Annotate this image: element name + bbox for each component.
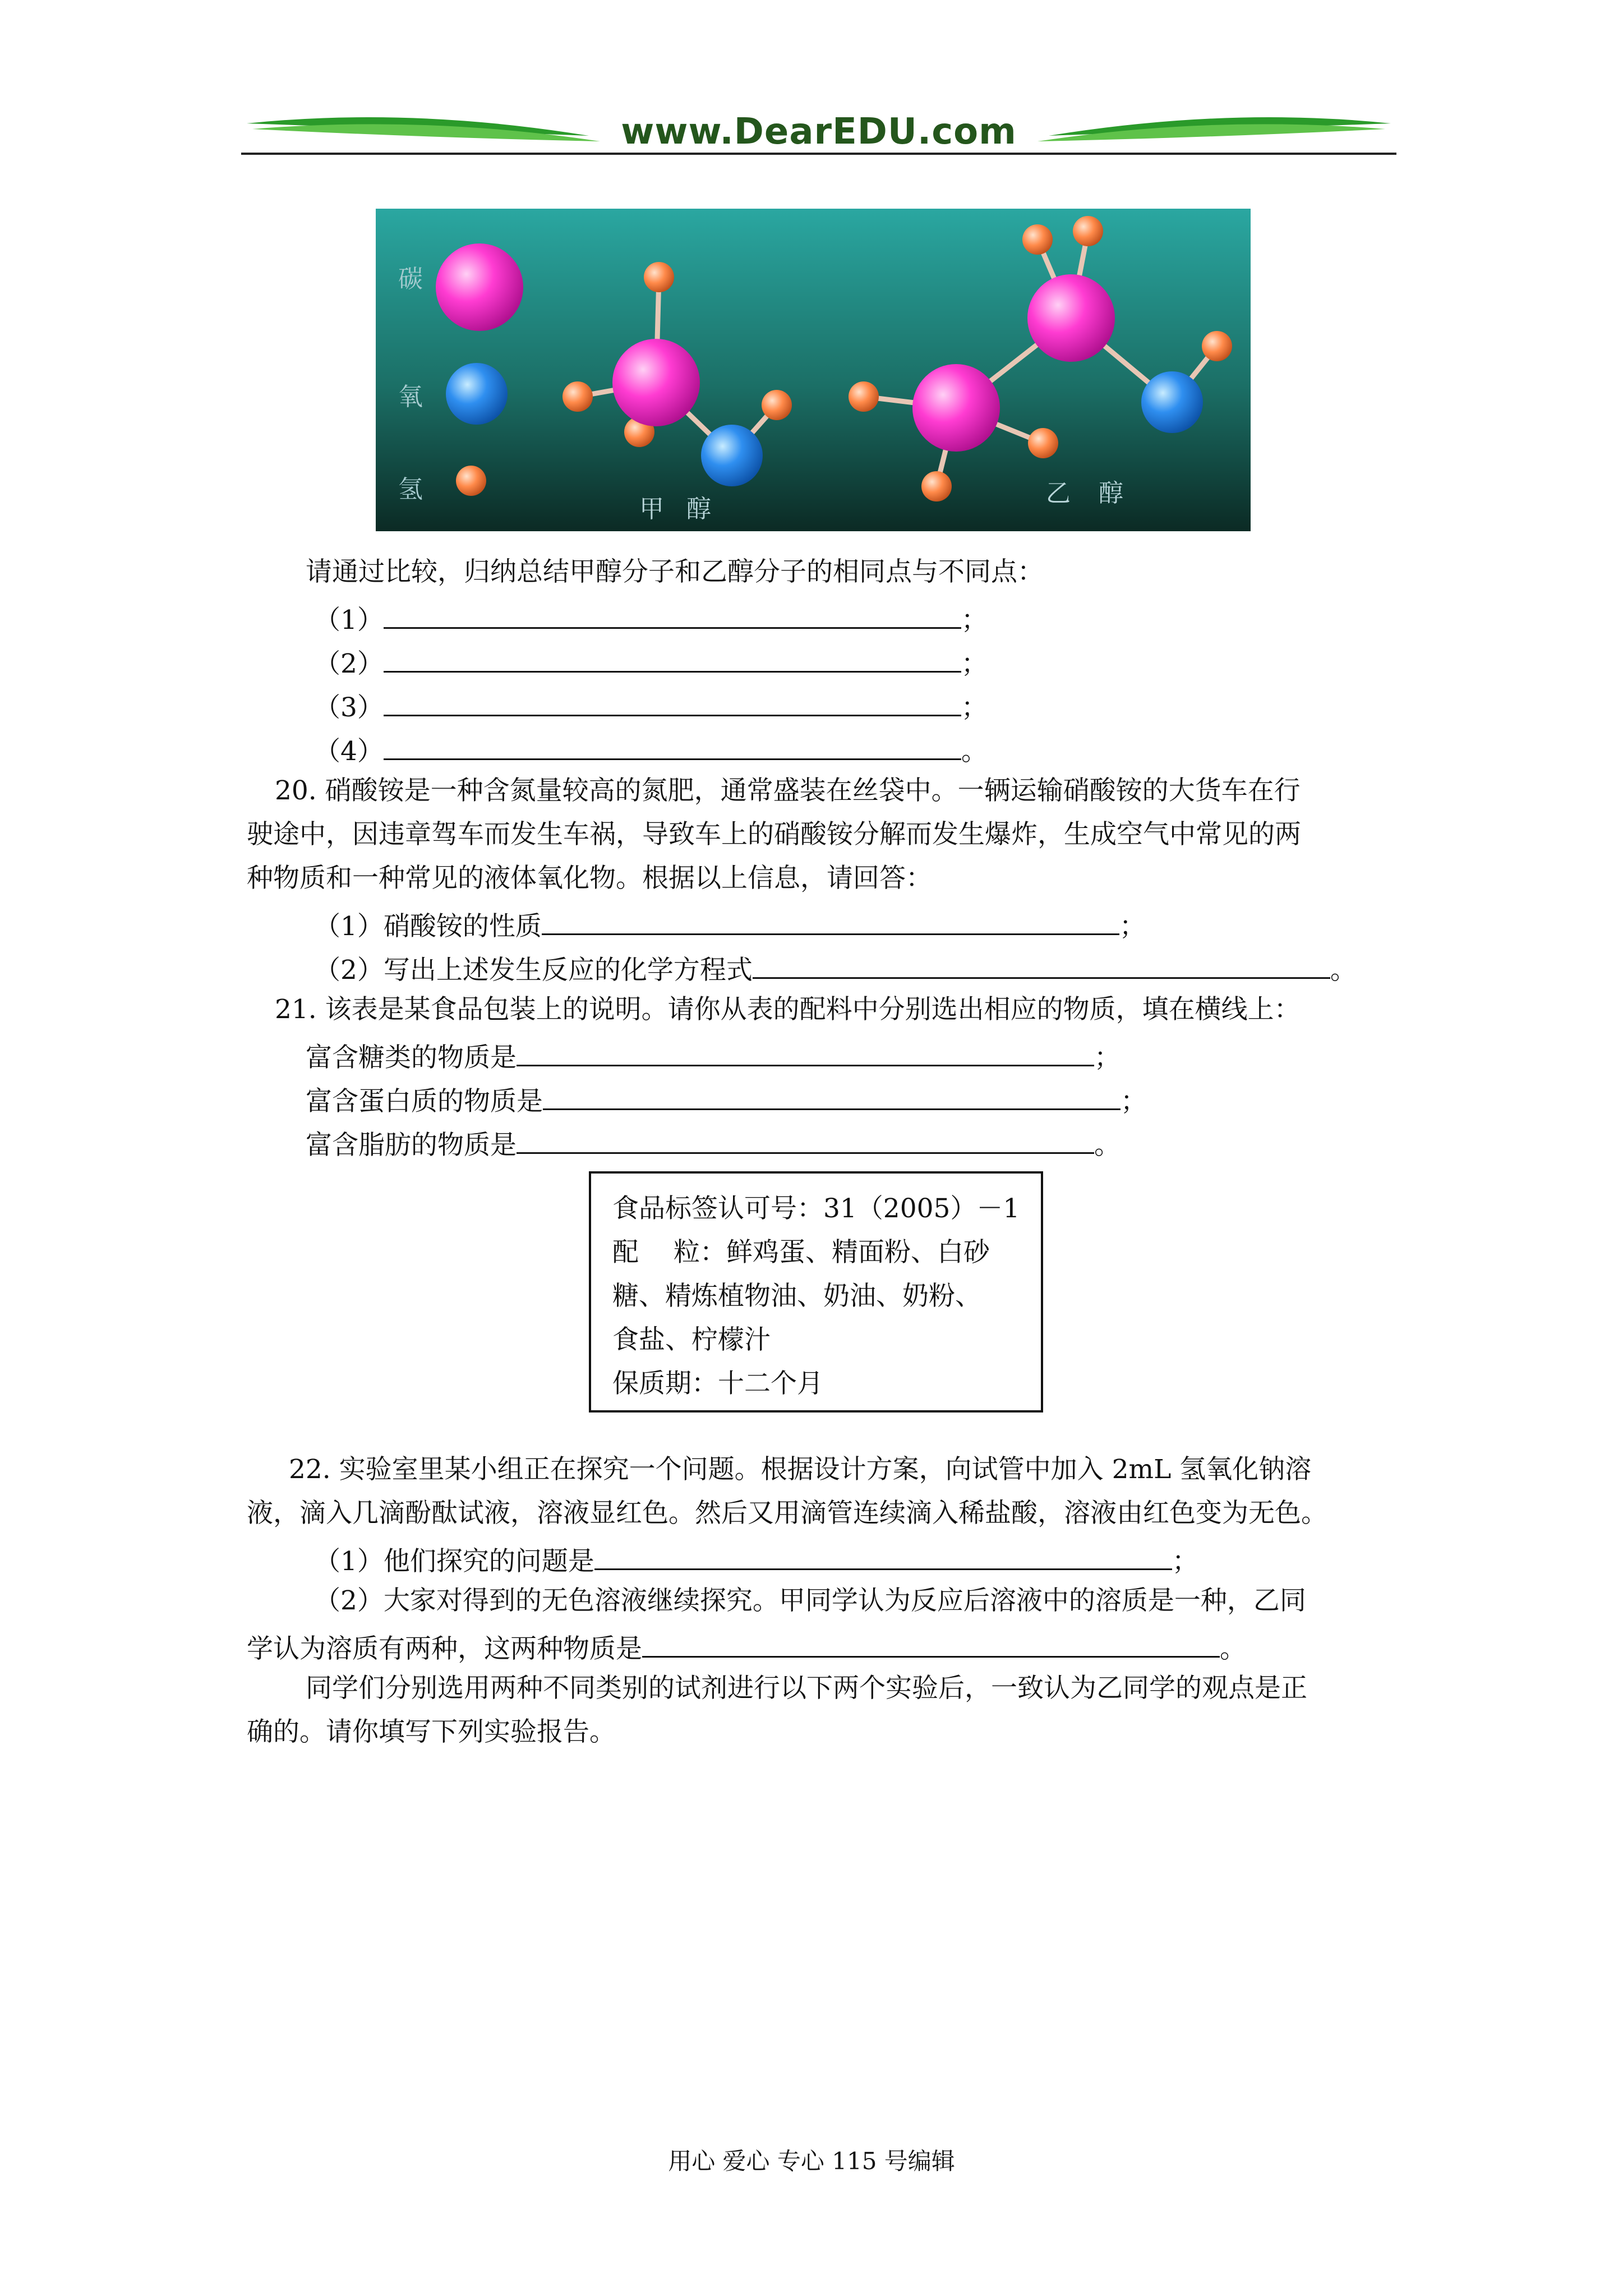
ethanol-hydrogen-atom [1022, 224, 1053, 255]
q21-sub-label: 富含脂肪的物质是 [306, 1130, 517, 1161]
q20-sub-end: 。 [1330, 955, 1357, 986]
q21-sub-1 [306, 1037, 1121, 1075]
header-rule [241, 153, 1396, 155]
q22-sub-label: （1）他们探究的问题是 [314, 1546, 594, 1577]
page-header [241, 107, 1396, 157]
q19-item-end: ； [961, 692, 988, 723]
legend-hydrogen-atom [456, 466, 486, 496]
q22-text-line: 22. 实验室里某小组正在探究一个问题。根据设计方案，向试管中加入 2mL 氢氧化钠溶 [289, 1454, 1312, 1485]
food-label-row: 糖、精炼植物油、奶油、奶粉、 [612, 1281, 981, 1312]
legend-carbon-label: 碳 [398, 265, 423, 293]
q20-sub-label: （2）写出上述发生反应的化学方程式 [314, 955, 753, 986]
q19-answer-blank[interactable] [384, 687, 961, 716]
q19-item-3 [314, 687, 988, 725]
q19-item-end: ； [961, 648, 988, 679]
q20-sub-2 [314, 949, 1357, 987]
q19-item-end: ； [961, 605, 988, 636]
food-label-row: 配 粒：鲜鸡蛋、精面粉、白砂 [612, 1237, 990, 1268]
methanol-ethanol-diagram [376, 209, 1251, 531]
q19-prompt: 请通过比较，归纳总结甲醇分子和乙醇分子的相同点与不同点： [306, 556, 1044, 587]
q22-tail-line: 同学们分别选用两种不同类别的试剂进行以下两个实验后，一致认为乙同学的观点是正 [306, 1673, 1307, 1704]
legend-carbon-atom [436, 243, 523, 331]
q20-text-line: 驶途中，因违章驾车而发生车祸，导致车上的硝酸铵分解而发生爆炸，生成空气中常见的两 [247, 819, 1301, 850]
q21-sub-end: 。 [1094, 1130, 1121, 1161]
legend-oxygen-atom [446, 363, 508, 425]
ethanol-hydrogen-atom [921, 471, 952, 501]
q20-answer-blank[interactable] [542, 905, 1119, 935]
q21-sub-3 [306, 1124, 1121, 1162]
q22-sub-2-end: 。 [1220, 1634, 1246, 1664]
page-footer: 用心 爱心 专心 115 号编辑 [668, 2147, 955, 2175]
q20-text-line: 种物质和一种常见的液体氧化物。根据以上信息，请回答： [247, 863, 932, 894]
q22-answer-blank[interactable] [594, 1540, 1172, 1570]
q20-sub-end: ； [1119, 911, 1146, 942]
q19-item-4 [314, 730, 988, 769]
q21-sub-end: ； [1121, 1086, 1147, 1117]
q21-answer-blank[interactable] [517, 1037, 1094, 1066]
q19-item-number: （3） [314, 692, 384, 723]
q19-item-number: （2） [314, 648, 384, 679]
legend-hydrogen-label: 氢 [398, 475, 423, 504]
q19-answer-blank[interactable] [384, 730, 961, 760]
q22-text-line: 液，滴入几滴酚酞试液，溶液显红色。然后又用滴管连续滴入稀盐酸，溶液由红色变为无色。 [247, 1498, 1327, 1529]
ethanol-carbon-atom [1027, 274, 1115, 362]
q21-sub-end: ； [1094, 1042, 1121, 1073]
q20-text-line: 20. 硝酸铵是一种含氮量较高的氮肥，通常盛装在丝袋中。一辆运输硝酸铵的大货车在行 [275, 775, 1301, 806]
q22-sub-1 [314, 1540, 1198, 1579]
q20-sub-label: （1）硝酸铵的性质 [314, 911, 542, 942]
q21-sub-label: 富含糖类的物质是 [306, 1042, 517, 1073]
q21-sub-label: 富含蛋白质的物质是 [306, 1086, 543, 1117]
molecule-figure [376, 209, 1251, 531]
ethanol-hydrogen-atom [849, 381, 879, 412]
ethanol-oxygen-atom [1141, 371, 1203, 433]
ethanol-carbon-atom [912, 364, 1000, 452]
ethanol-label: 乙醇 [1046, 479, 1151, 508]
ethanol-hydrogen-atom [1202, 331, 1232, 361]
legend-oxygen-label: 氧 [398, 383, 423, 411]
methanol-carbon-atom [612, 339, 700, 426]
methanol-hydrogen-atom [762, 390, 792, 420]
methanol-hydrogen-atom [644, 262, 674, 292]
q21-answer-blank[interactable] [517, 1124, 1094, 1154]
q19-item-number: （4） [314, 736, 384, 767]
methanol-label: 甲醇 [639, 495, 734, 523]
q22-sub-2-text: 学认为溶质有两种，这两种物质是 [247, 1634, 642, 1664]
q21-answer-blank[interactable] [543, 1080, 1121, 1110]
q22-sub-2-line-2 [247, 1628, 1246, 1666]
food-label-row: 食盐、柠檬汁 [612, 1324, 771, 1355]
q19-item-2 [314, 643, 988, 681]
q19-item-1 [314, 599, 988, 637]
q20-sub-1 [314, 905, 1146, 944]
food-label-row: 保质期：十二个月 [612, 1368, 823, 1399]
ethanol-hydrogen-atom [1028, 428, 1058, 458]
q20-answer-blank[interactable] [753, 949, 1330, 979]
q22-sub-2-line: （2）大家对得到的无色溶液继续探究。甲同学认为反应后溶液中的溶质是一种，乙同 [314, 1585, 1306, 1616]
q21-sub-2 [306, 1080, 1147, 1119]
q22-tail-line: 确的。请你填写下列实验报告。 [247, 1717, 616, 1747]
methanol-oxygen-atom [701, 425, 763, 486]
q19-answer-blank[interactable] [384, 643, 961, 673]
q19-item-end: 。 [961, 736, 988, 767]
site-logo[interactable]: www.DearEDU.com [621, 111, 1017, 153]
methanol-hydrogen-atom [562, 381, 593, 412]
q19-answer-blank[interactable] [384, 599, 961, 629]
q19-item-number: （1） [314, 605, 384, 636]
q22-answer-blank[interactable] [642, 1628, 1220, 1658]
ethanol-hydrogen-atom [1073, 216, 1103, 246]
q21-text: 21. 该表是某食品包装上的说明。请你从表的配料中分别选出相应的物质，填在横线上： [275, 994, 1301, 1025]
food-label-row: 食品标签认可号：31（2005）－1 [612, 1193, 1020, 1224]
q22-sub-end: ； [1172, 1546, 1198, 1577]
food-label-box [589, 1171, 1043, 1412]
